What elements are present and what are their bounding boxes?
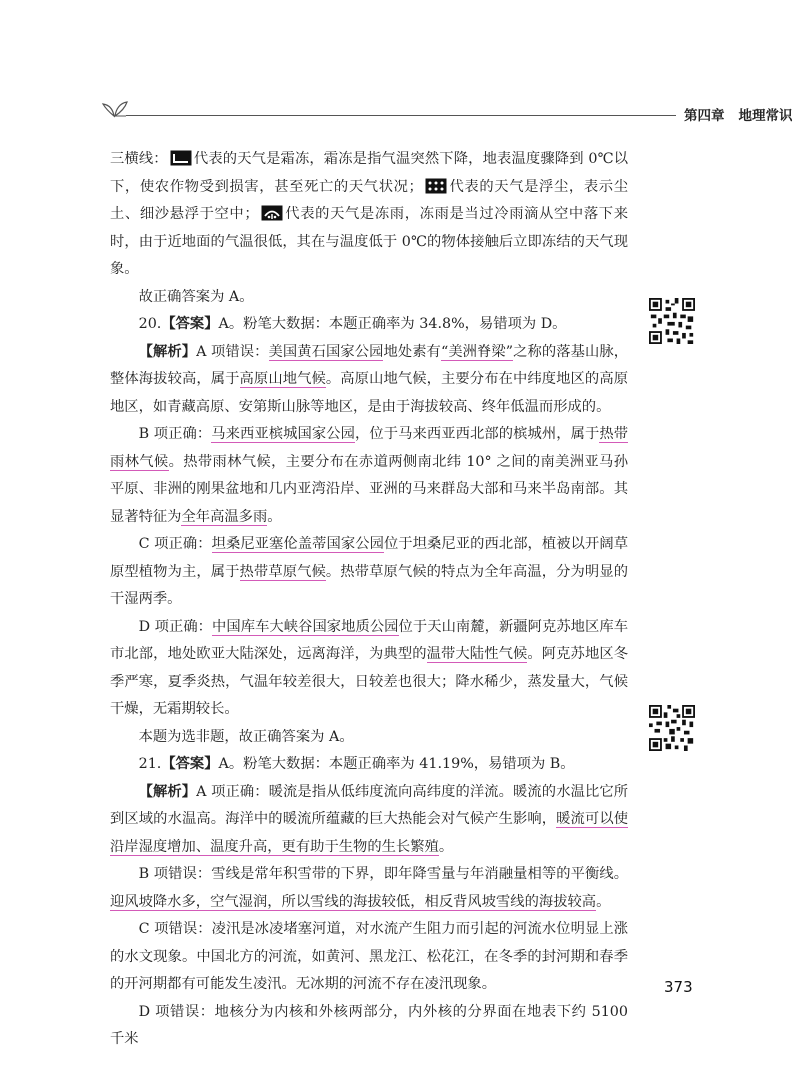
highlight-underline: 美国黄石国家公园 (268, 343, 384, 360)
q21-option-a (110, 779, 628, 862)
floating-dust-symbol-icon (425, 178, 447, 194)
text: 。热带雨林气候，主要分布在赤道两侧南北纬 10° 之间的南美洲亚马孙平原、非洲的刚果盆地和几内亚湾沿岸、亚洲的马来群岛大部和马来半岛南部。其显著特征为 (110, 453, 628, 525)
analysis-label: 【解析】 (138, 783, 197, 800)
highlight-underline: 中国库车大峡谷国家地质公园 (212, 618, 399, 635)
page-number: 373 (664, 978, 693, 996)
text: B 项错误：雪线是常年积雪带的下界，即年降雪量与年消融量相等的平衡线。 (138, 866, 628, 882)
text: ，位于马来西亚西北部的槟城州，属于 (354, 426, 600, 442)
text: 地处素有 (383, 343, 441, 360)
text: 。热带草原气候的特点为全年高温，分为明显的干湿两季。 (110, 563, 629, 607)
text: 。高原山地气候，主要分布在中纬度地区的高原地区，如青藏高原、安第斯山脉等地区，是由于海拔较高、终年低温而形成的。 (110, 371, 629, 415)
paragraph-text: 代表的天气是冻雨，冻雨是当过冷雨滴从空中落下来时，由于近地面的气温很低，其在与温度低于 0℃的物体接触后立即冻结的天气现象。 (110, 206, 629, 277)
text: 。 (267, 508, 282, 525)
highlight-underline: 暖流可以使沿岸湿度增加、温度升高，更有助于生物的生长繁殖 (110, 811, 629, 855)
highlight-underline: “美洲脊梁” (440, 343, 514, 360)
analysis-label: 【解析】 (138, 343, 197, 360)
q21-option-d: D 项错误：地核分为内核和外核两部分，内外核的分界面在地表下约 5100 千米 (110, 1003, 628, 1047)
text: C 项正确： (138, 536, 212, 552)
weather-symbols-paragraph (110, 146, 628, 284)
paragraph-text: 代表的天气是浮尘，表示尘土、细沙悬浮于空中； (110, 178, 628, 222)
text: 之称的落基山脉，整体海拔较高，属于 (110, 343, 629, 387)
answer-conclusion: 故正确答案为 A。 (138, 288, 254, 305)
q20-conclusion: 本题为选非题，故正确答案为 A。 (138, 728, 354, 745)
q21-option-b (110, 861, 628, 916)
chapter-title (684, 104, 793, 124)
text: A 项错误： (196, 343, 269, 360)
qr-code-icon[interactable] (649, 705, 695, 751)
chapter-header (100, 96, 793, 124)
q20-option-d (110, 614, 628, 724)
question-number: 20. (138, 316, 162, 332)
answer-explanation-text (110, 146, 628, 1054)
paragraph-text: 代表的天气是霜冻，霜冻是指气温突然下降，地表温度骤降到 0℃以下，使农作物受到损害，甚至死亡的天气状况； (110, 151, 628, 195)
highlight-underline: 热带草原气候 (239, 563, 326, 580)
highlight-underline: 热带雨林气候 (110, 426, 628, 470)
frost-symbol-icon (170, 150, 192, 166)
q20-answer (110, 311, 628, 339)
text: 位于天山南麓，新疆阿克苏地区库车市北部，地处欧亚大陆深处，远离海洋，为典型的 (110, 618, 629, 662)
text: 。 (596, 893, 611, 910)
answer-text: A。粉笔大数据：本题正确率为 41.19%，易错项为 B。 (218, 756, 575, 772)
highlight-underline: 迎风坡降水多，空气湿润，所以雪线的海拔较低，相反背风坡雪线的海拔较高 (110, 893, 597, 910)
text: D 项正确： (138, 618, 213, 635)
q21-answer (110, 751, 628, 779)
text: 。 (438, 838, 454, 855)
q20-option-a (110, 339, 628, 422)
text: 位于坦桑尼亚的西北部，植被以开阔草原型植物为主，属于 (110, 536, 629, 580)
chapter-number: 第四章 (684, 108, 725, 124)
answer-label: 【答案】 (161, 756, 219, 772)
highlight-underline: 温带大陆性气候 (426, 646, 528, 662)
q20-option-c (110, 531, 628, 614)
text: B 项正确： (138, 426, 212, 442)
highlight-underline: 马来西亚槟城国家公园 (211, 426, 355, 442)
answer-text: A。粉笔大数据：本题正确率为 34.8%，易错项为 D。 (218, 316, 567, 332)
q20-option-b (110, 421, 628, 531)
highlight-underline: 坦桑尼亚塞伦盖蒂国家公园 (211, 536, 384, 552)
highlight-underline: 全年高温多雨 (181, 508, 268, 525)
freezing-rain-symbol-icon (261, 205, 283, 221)
answer-label: 【答案】 (161, 316, 219, 332)
chapter-section: 地理常识 (738, 108, 793, 124)
question-number: 21. (138, 756, 162, 772)
header-rule (126, 115, 676, 116)
qr-code-icon[interactable] (649, 298, 695, 344)
highlight-underline: 高原山地气候 (239, 371, 326, 387)
text: A 项正确：暖流是指从低纬度流向高纬度的洋流。暖流的水温比它所到区域的水温高。海洋中的暖流所蕴藏的巨大热能会对气候产生影响， (110, 783, 629, 827)
paragraph-text: 三横线： (110, 151, 168, 167)
text: 。阿克苏地区冬季严寒，夏季炎热，气温年较差很大，日较差也很大；降水稀少，蒸发量大，气候干燥，无霜期较长。 (110, 646, 629, 717)
q21-option-c: C 项错误：凌汛是冰凌堵塞河道，对水流产生阻力而引起的河流水位明显上涨的水文现象。中国北方的河流，如黄河、黑龙江、松花江，在冬季的封河期和春季的开河期都有可能发生凌汛。无冰期的河流不存在凌汛现象。 (110, 921, 628, 992)
